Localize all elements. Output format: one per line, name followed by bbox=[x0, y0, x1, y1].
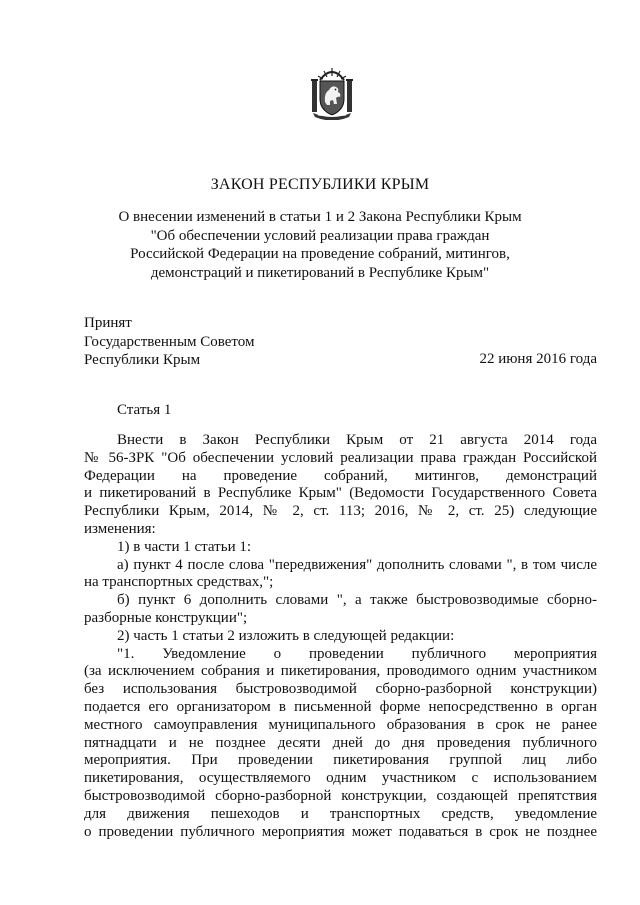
subtitle-line: "Об обеспечении условий реализации права граждан bbox=[150, 227, 490, 244]
body-line: разборные конструкции"; bbox=[84, 609, 248, 626]
adopted-line: Принят bbox=[84, 315, 132, 331]
adoption-date: 22 июня 2016 года bbox=[479, 351, 597, 367]
body-line: для движения пешеходов и транспортных средств, уведомление bbox=[84, 805, 597, 822]
document-subtitle bbox=[100, 208, 540, 282]
body-line: Внести в Закон Республики Крым от 21 августа 2014 года bbox=[117, 432, 597, 448]
subtitle-line: О внесении изменений в статьи 1 и 2 Закона Республики Крым bbox=[118, 209, 522, 225]
adopted-line: Республики Крым bbox=[84, 352, 201, 368]
body-line: пятнадцати и не позднее десяти дней до дня проведения публичного bbox=[84, 734, 597, 751]
crimea-coat-of-arms-icon bbox=[310, 66, 354, 120]
body-line: подается его организатором в письменной форме непосредственно в орган bbox=[84, 698, 597, 715]
body-line: б) пункт 6 дополнить словами ", а также быстровозводимые сборно- bbox=[117, 592, 597, 609]
document-title: ЗАКОН РЕСПУБЛИКИ КРЫМ bbox=[210, 176, 430, 193]
subtitle-line: Российской Федерации на проведение собраний, митингов, bbox=[130, 246, 510, 262]
body-line: быстровозводимой сборно-разборной конструкции, создающей препятствия bbox=[84, 787, 597, 804]
body-line: а) пункт 4 после слова "передвижения" дополнить словами ", в том числе bbox=[117, 556, 597, 573]
body-line: 2) часть 1 статьи 2 изложить в следующей редакции: bbox=[117, 627, 455, 644]
body-line: о проведении публичного мероприятия может подаваться в срок не позднее bbox=[84, 823, 597, 840]
body-line: (за исключением собрания и пикетирования, проводимого одним участником bbox=[84, 663, 597, 680]
subtitle-line: демонстраций и пикетирований в Республике Крым" bbox=[150, 264, 490, 281]
body-line: и пикетирований в Республике Крым" (Ведомости Государственного Совета bbox=[84, 485, 597, 502]
article-heading: Статья 1 bbox=[117, 402, 172, 418]
adopted-by-block bbox=[84, 314, 255, 370]
body-line: местного самоуправления муниципального образования в срок не ранее bbox=[84, 716, 597, 733]
body-line: мероприятия. При проведении пикетирования группой лиц либо bbox=[84, 752, 597, 769]
body-line: Федерации на проведение собраний, митингов, демонстраций bbox=[84, 467, 597, 484]
article-body bbox=[84, 432, 597, 841]
body-line: № 56-ЗРК "Об обеспечении условий реализации права граждан Российской bbox=[84, 449, 597, 466]
body-line: без использования быстровозводимой сборно-разборной конструкции) bbox=[84, 681, 597, 698]
body-line: "1. Уведомление о проведении публичного мероприятия bbox=[117, 645, 597, 662]
adopted-line: Государственным Советом bbox=[84, 333, 255, 350]
body-line: Республики Крым, 2014, № 2, ст. 113; 2016, № 2, ст. 25) следующие bbox=[84, 503, 597, 520]
body-line: изменения: bbox=[84, 520, 156, 537]
body-line: 1) в части 1 статьи 1: bbox=[117, 538, 252, 555]
body-line: на транспортных средствах,"; bbox=[84, 574, 274, 591]
body-line: пикетирования, осуществляемого одним участником с использованием bbox=[84, 770, 597, 787]
